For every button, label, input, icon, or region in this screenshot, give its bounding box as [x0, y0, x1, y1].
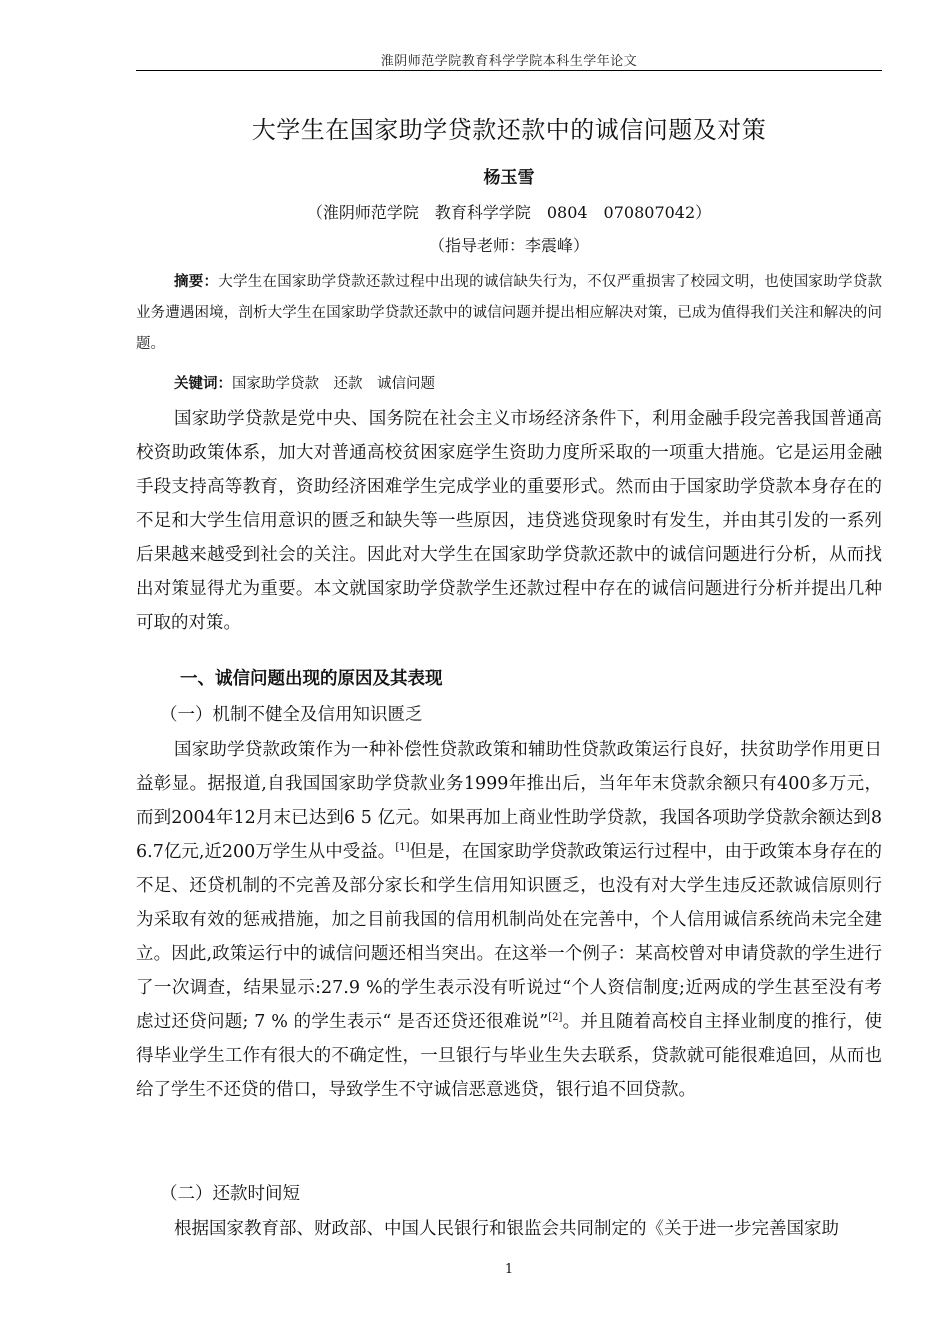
citation-ref: [2] [548, 1012, 563, 1024]
subsection-heading-1: （一）机制不健全及信用知识匮乏 [160, 705, 423, 725]
running-header: 淮阴师范学院教育科学学院本科生学年论文 [380, 54, 638, 69]
keywords [174, 372, 874, 396]
paragraph-text: 国家助学贷款政策作为一种补偿性贷款政策和辅助性贷款政策运行良好，扶贫助学作用更日益彰显。据报道,自我国国家助学贷款业务1999年推出后，当年年末贷款余额只有400多万元，而到2004年12月末已达到6 5 亿元。如果再加上商业性助学贷款，我国各项助学贷款余额达到8 6.7亿元,近200万学生从中受益。 [136, 740, 882, 862]
abstract-label: 摘要： [174, 273, 219, 290]
paper-title: 大学生在国家助学贷款还款中的诚信问题及对策 [251, 116, 767, 144]
abstract-text: 大学生在国家助学贷款还款过程中出现的诚信缺失行为，不仅严重损害了校园文明，也使国家助学贷款业务遭遇困境，剖析大学生在国家助学贷款还款中的诚信问题并提出相应解决对策，已成为值得我们关注和解决的问题。 [136, 274, 883, 352]
keywords-text: 国家助学贷款 还款 诚信问题 [232, 376, 435, 392]
author-name: 杨玉雪 [483, 168, 535, 188]
paragraph-text: 但是，在国家助学贷款政策运行过程中，由于政策本身存在的不足、还贷机制的不完善及部分家长和学生信用知识匮乏，也没有对大学生违反还款诚信原则行为采取有效的惩戒措施，加之目前我国的信用机制尚处在完善中，个人信用诚信系统尚未完全建立。因此,政策运行中的诚信问题还相当突出。在这举一个例子：某高校曾对申请贷款的学生进行了一次调查，结果显示:27.9 %的学生表示没有听说过“个人资信制度;近两成的学生甚至没有考虑过还贷问题; 7 % 的学生表示“ 是否还贷还很难说” [136, 842, 883, 1032]
abstract [136, 266, 882, 360]
subsection-2-paragraph: 根据国家教育部、财政部、中国人民银行和银监会共同制定的《关于进一步完善国家助 [174, 1219, 839, 1239]
page-number: 1 [504, 1262, 514, 1277]
keywords-label: 关键词： [174, 375, 232, 392]
subsection-heading-2: （二）还款时间短 [160, 1184, 300, 1204]
subsection-1-paragraph [136, 733, 882, 1107]
author-affiliation: （淮阴师范学院 教育科学学院 0804 070807042） [306, 203, 712, 222]
header-rule [136, 70, 882, 71]
section-heading: 一、诚信问题出现的原因及其表现 [180, 669, 443, 689]
paragraph-text: 。并且随着高校自主择业制度的推行，使得毕业学生工作有很大的不确定性，一旦银行与毕业生失去联系，贷款就可能很难追回，从而也给了学生不还贷的借口，导致学生不守诚信恶意逃贷，银行追不回贷款。 [136, 1012, 882, 1100]
citation-ref: [1] [395, 842, 410, 854]
advisor-line: （指导老师：李震峰） [428, 236, 589, 255]
intro-paragraph: 国家助学贷款是党中央、国务院在社会主义市场经济条件下，利用金融手段完善我国普通高校资助政策体系，加大对普通高校贫困家庭学生资助力度所采取的一项重大措施。它是运用金融手段支持高等教育，资助经济困难学生完成学业的重要形式。然而由于国家助学贷款本身存在的不足和大学生信用意识的匮乏和缺失等一些原因，违贷逃贷现象时有发生，并由其引发的一系列后果越来越受到社会的关注。因此对大学生在国家助学贷款还款中的诚信问题进行分析，从而找出对策显得尤为重要。本文就国家助学贷款学生还款过程中存在的诚信问题进行分析并提出几种可取的对策。 [136, 409, 882, 633]
